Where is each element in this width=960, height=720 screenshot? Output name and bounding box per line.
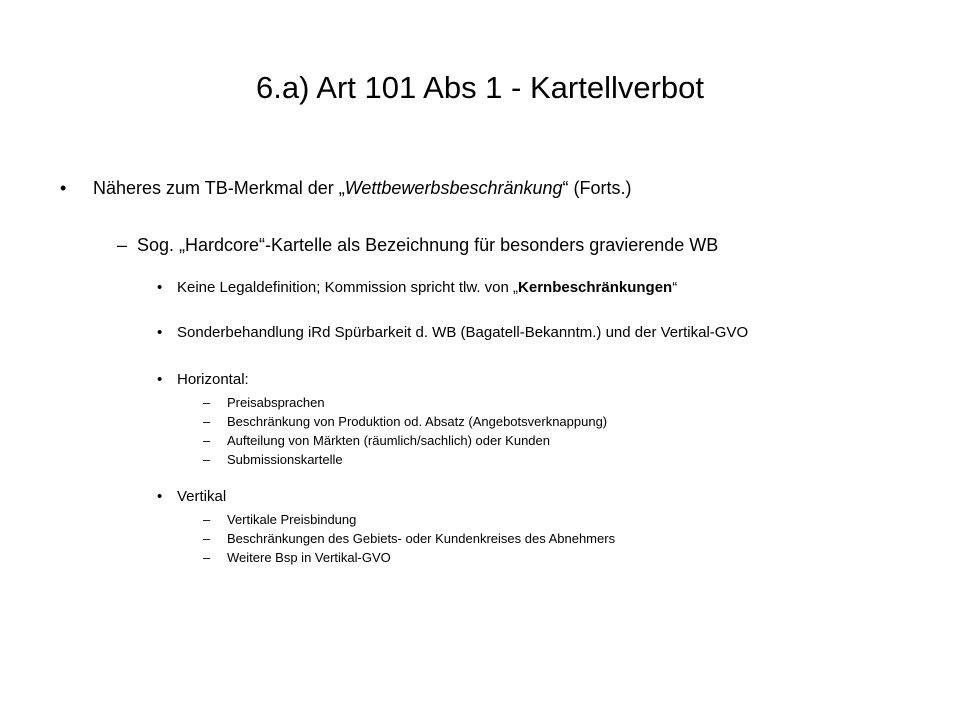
dash-marker: – (203, 414, 211, 429)
dash-marker: – (203, 395, 211, 410)
bullet-text: Sog. „Hardcore“-Kartelle als Bezeichnung für besonders gravierende WB (137, 235, 719, 255)
bullet-marker: • (157, 279, 163, 296)
dash-marker: – (203, 531, 211, 546)
bullet-text-prefix: Näheres zum TB-Merkmal der „ (93, 178, 345, 198)
slide-title: 6.a) Art 101 Abs 1 - Kartellverbot (255, 70, 705, 105)
bullet-marker: • (60, 178, 67, 198)
subitem-text: Preisabsprachen (227, 395, 325, 410)
subitem-text: Weitere Bsp in Vertikal-GVO (227, 550, 391, 565)
point-text-bold: Kernbeschränkungen (518, 279, 673, 296)
bullet-text-italic: Wettbewerbsbeschränkung (344, 178, 563, 198)
bullet-marker: • (157, 324, 163, 341)
dash-marker: – (203, 433, 211, 448)
subitem-text: Beschränkungen des Gebiets- oder Kundenkreises des Abnehmers (227, 531, 616, 546)
subitem-text: Beschränkung von Produktion od. Absatz (Angebotsverknappung) (227, 414, 608, 429)
dash-marker: – (203, 550, 211, 565)
bullet-marker: • (157, 371, 163, 388)
bullet-marker: • (157, 488, 163, 505)
dash-marker: – (203, 512, 211, 527)
bullet-text (93, 176, 632, 200)
point-text: Vertikal (177, 488, 227, 505)
point-text-prefix: Keine Legaldefinition; Kommission spricht tlw. von „ (177, 279, 519, 296)
subitem-text: Submissionskartelle (227, 452, 343, 467)
bullet-text-suffix: “ (Forts.) (562, 178, 632, 198)
point-text: Horizontal: (177, 371, 249, 388)
subitem-text: Vertikale Preisbindung (227, 512, 357, 527)
point-text: Sonderbehandlung iRd Spürbarkeit d. WB (Bagatell-Bekanntm.) und der Vertikal-GVO (177, 324, 749, 341)
dash-marker: – (117, 235, 128, 255)
subitem-text: Aufteilung von Märkten (räumlich/sachlich) oder Kunden (227, 433, 551, 448)
point-text-suffix: “ (672, 279, 678, 296)
dash-marker: – (203, 452, 211, 467)
point-text (177, 278, 677, 298)
